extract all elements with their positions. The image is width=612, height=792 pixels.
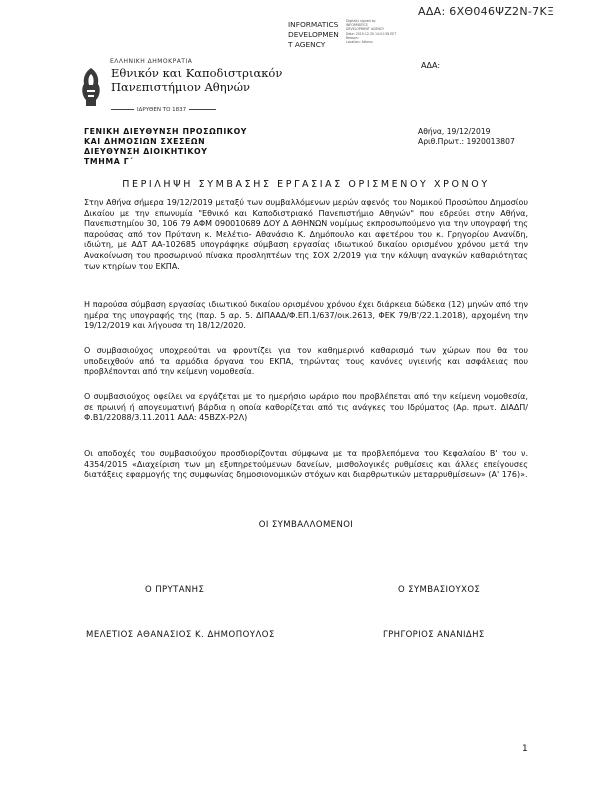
signature-stamp-label bbox=[288, 20, 339, 50]
department-block bbox=[84, 127, 247, 167]
paragraph-duration: Η παρούσα σύμβαση εργασίας ιδιωτικού δικαίου ορισμένου χρόνου έχει διάρκεια δώδεκα (12) μηνών από την ημέρα της υπογραφής της (παρ. 5 αρ. 5. ΔΙΠΑΑΔ/Φ.ΕΠ.1/637/οικ.2613, ΦΕΚ 79/Β'/22.1.2018), αρχομένη την 19/12/2019 και λήγουσα τη 18/12/2020. bbox=[84, 300, 528, 331]
stamp-line: T AGENCY bbox=[288, 40, 326, 49]
ada-code: ΑΔΑ: 6ΧΘ046ΨΖ2Ν-7ΚΞ bbox=[418, 5, 555, 18]
department-line: ΓΕΝΙΚΗ ΔΙΕΥΘΥΝΣΗ ΠΡΟΣΩΠΙΚΟΥ bbox=[84, 127, 248, 136]
logo-founded: ΙΔΡΥΘΕΝ ΤΟ 1837 bbox=[134, 107, 189, 113]
department-line: ΤΜΗΜΑ Γ΄ bbox=[84, 157, 134, 166]
document-date: Αθήνα, 19/12/2019 bbox=[418, 127, 491, 136]
date-protocol-block bbox=[418, 127, 515, 147]
signature-detail-line: INFORMATICS bbox=[346, 23, 368, 28]
university-name-line: Πανεπιστήμιον Αθηνών bbox=[111, 80, 250, 94]
paragraph-parties: Στην Αθήνα σήμερα 19/12/2019 μεταξύ των συμβαλλόμενων μερών αφενός του Νομικού Προσώπου Δημοσίου Δικαίου με την επωνυμία "Εθνικό και Καποδιστριακό Πανεπιστήμιο Αθηνών" που εδρεύει στην Αθήνα, Πανεπιστημίου 30, 106 79 ΑΦΜ 090010689 ΔΟΥ Δ ΑΘΗΝΩΝ νομίμως εκπροσωπούμενο για την υπογραφή της παρούσας από τον Πρύτανη κ. Μελέτιο- Αθανάσιο Κ. Δημόπουλο και αφετέρου του κ. Γρηγορίου Ανανίδη, ιδιώτη, με ΑΔΤ ΑΑ-102685 υπογράφηκε σύμβαση εργασίας ιδιωτικού δικαίου ορισμένου χρόνου μετά την Ανακοίνωση του προσωρινού πίνακα προσληπτέων της ΣΟΧ 2/2019 για την κάλυψη αναγκών καθαριότητας των κτηρίων του ΕΚΠΑ. bbox=[84, 198, 528, 271]
university-seal-icon bbox=[78, 66, 104, 108]
parties-heading: ΟΙ ΣΥΜΒΑΛΛΟΜΕΝΟΙ bbox=[258, 520, 354, 530]
signature-detail-line: Reason: bbox=[346, 35, 359, 40]
digital-signature-details bbox=[346, 19, 416, 44]
signature-detail-line: Digitally signed by bbox=[346, 19, 376, 23]
rector-name: ΜΕΛΕΤΙΟΣ ΑΘΑΝΑΣΙΟΣ Κ. ΔΗΜΟΠΟΥΛΟΣ bbox=[86, 630, 275, 640]
signature-detail-line: Date: 2019.12.30 14:01:58 EET bbox=[346, 31, 397, 36]
page-number: 1 bbox=[522, 744, 528, 754]
department-line: ΔΙΕΥΘΥΝΣΗ ΔΙΟΙΚΗΤΙΚΟΥ bbox=[84, 147, 208, 156]
ada-label: ΑΔΑ: bbox=[421, 61, 441, 70]
paragraph-salary: Οι αποδοχές του συμβασιούχου προσδιορίζονται σύμφωνα με τα προβλεπόμενα του Κεφαλαίου Β' του ν. 4354/2015 «Διαχείριση των μη εξυπηρετούμενων δανείων, μισθολογικές ρυθμίσεις και άλλες επείγουσες διατάξεις εφαρμογής της συμφωνίας δημοσιονομικών στόχων και διαρθρωτικών μεταρρυθμίσεων» (Α' 176)». bbox=[84, 449, 528, 480]
university-name-line: Εθνικόν και Καποδιστριακόν bbox=[111, 66, 283, 80]
university-name bbox=[111, 66, 282, 94]
logo-republic: ΕΛΛΗΝΙΚΗ ΔΗΜΟΚΡΑΤΙΑ bbox=[110, 58, 193, 65]
signature-detail-line: DEVELOPMENT AGENCY bbox=[346, 27, 384, 32]
stamp-line: INFORMATICS bbox=[288, 20, 339, 29]
contractor-title: Ο ΣΥΜΒΑΣΙΟΥΧΟΣ bbox=[398, 585, 481, 595]
rector-title: Ο ΠΡΥΤΑΝΗΣ bbox=[145, 585, 205, 595]
paragraph-schedule: Ο συμβασιούχος οφείλει να εργάζεται με το ημερήσιο ωράριο που προβλέπεται από την κείμενη νομοθεσία, σε πρωινή ή απογευματινή βάρδια η οποία καθορίζεται από τις ανάγκες του Ιδρύματος (Αρ. πρωτ. ΔΙΑΔΠ/Φ.Β1/22088/3.11.2011 ΑΔΑ: 45ΒΖΧ-Ρ2Λ) bbox=[84, 392, 528, 423]
department-line: ΚΑΙ ΔΗΜΟΣΙΩΝ ΣΧΕΣΕΩΝ bbox=[84, 137, 206, 146]
stamp-line: DEVELOPMEN bbox=[288, 30, 339, 39]
contractor-name: ΓΡΗΓΟΡΙΟΣ ΑΝΑΝΙΔΗΣ bbox=[383, 630, 485, 640]
document-title: ΠΕΡΙΛΗΨΗ ΣΥΜΒΑΣΗΣ ΕΡΓΑΣΙΑΣ ΟΡΙΣΜΕΝΟΥ ΧΡΟΝΟΥ bbox=[122, 179, 490, 190]
paragraph-duties: Ο συμβασιούχος υποχρεούται να φροντίζει για τον καθημερινό καθαρισμό των χώρων που θα του υποδειχθούν από τα αρμόδια όργανα του ΕΚΠΑ, τηρώντας τους κανόνες υγιεινής και ασφάλειας που προβλέπονται από την κείμενη νομοθεσία. bbox=[84, 346, 528, 377]
protocol-number: Αριθ.Πρωτ.: 1920013807 bbox=[418, 137, 515, 146]
signature-detail-line: Location: Athens bbox=[346, 40, 373, 45]
